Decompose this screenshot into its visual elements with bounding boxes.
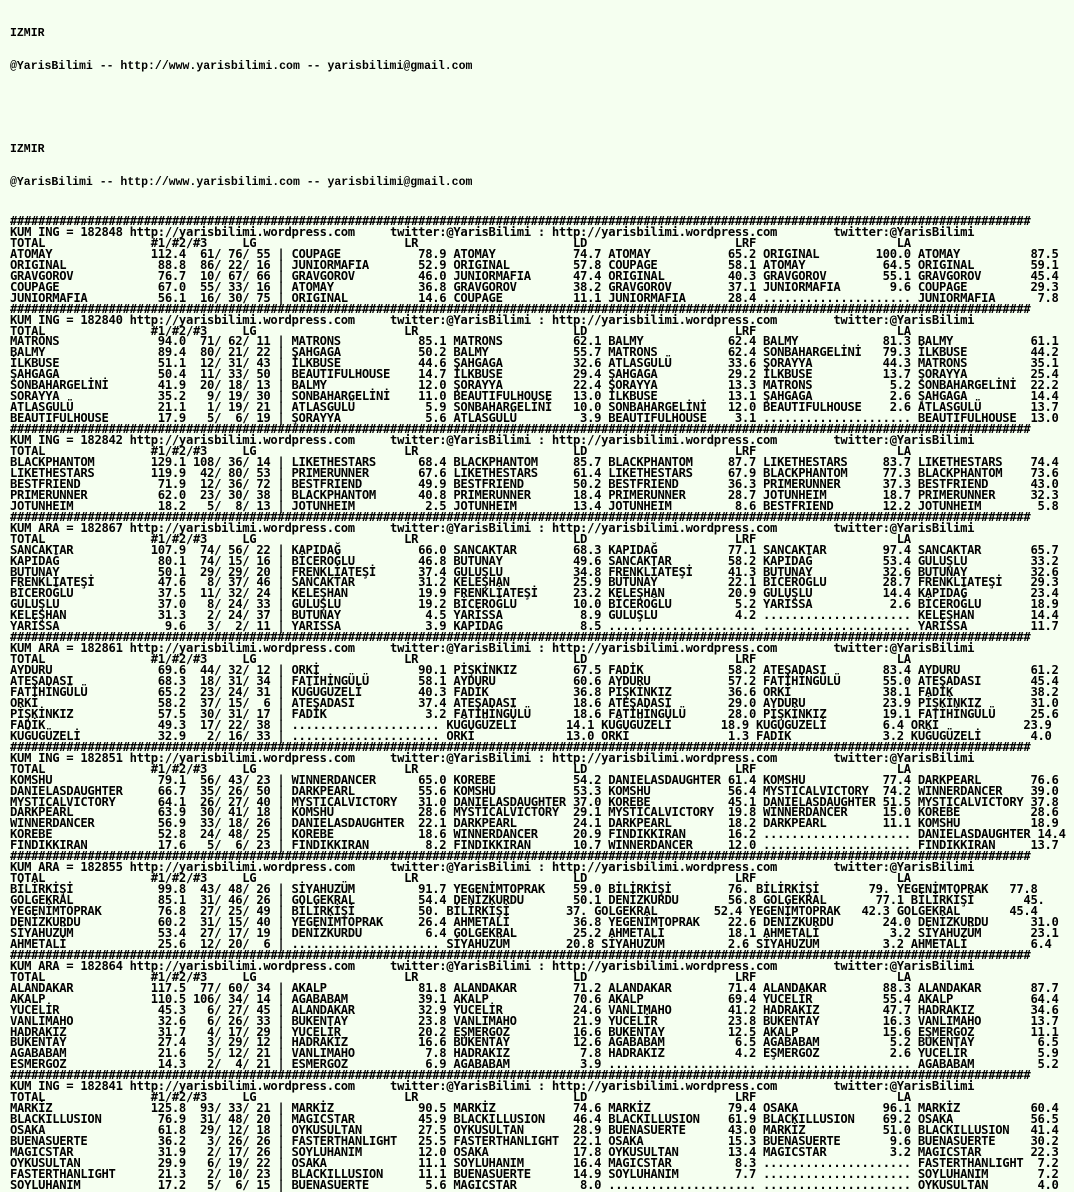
- race-statistics-report: ################################################################################################################################################# KUM ING = 182848 http://yarisbilimi.wordpress.com twitter:@YarisBilimi : http://yarisbilimi.wordpress.com twitter:@YarisBilimi TOTAL #1/#2/#3 LG LR LD LRF LA ATOMAY 112.4 61/ 76/ 55 | COUPAGE 78.9 ATOMAY 74.7 ATOMAY 65.2 ORIGINAL 100.0 ATOMAY 87.5 ORIGINAL 88.8 86/ 22/ 16 | JUNIORMAFIA 52.9 ORIGINAL 57.8 COUPAGE 58.1 ATOMAY 64.5 ORIGINAL 59.1 GRAVGOROV 76.7 10/ 67/ 66 | GRAVGOROV 46.0 JUNIORMAFIA 47.4 ORIGINAL 40.3 GRAVGOROV 55.1 GRAVGOROV 45.4 COUPAGE 67.0 55/ 33/ 16 | ATOMAY 36.8 GRAVGOROV 38.2 GRAVGOROV 37.1 JUNIORMAFIA 9.6 COUPAGE 29.3 JUNIORMAFIA 56.1 16/ 30/ 75 | ORIGINAL 14.6 COUPAGE 11.1 JUNIORMAFIA 28.4 ..................... JUNIORMAFIA 7.8 ################################################################################################################################################# KUM ING = 182840 http://yarisbilimi.wordpress.com twitter:@YarisBilimi : http://yarisbilimi.wordpress.com twitter:@YarisBilimi TOTAL #1/#2/#3 LG LR LD LRF LA MATRONS 94.0 71/ 62/ 11 | MATRONS 85.1 MATRONS 62.1 BALMY 62.4 BALMY 81.3 BALMY 61.1 BALMY 89.4 80/ 21/ 22 | ŞAHGAGA 50.2 BALMY 55.7 MATRONS 62.4 SONBAHARGELİNİ 79.3 İLKBUSE 44.2 İLKBUSE 51.1 12/ 31/ 43 | İLKBUSE 44.6 ŞAHGAGA 32.6 ATLASGULÜ 33.6 ŞORAYYA 44.3 MATRONS 35.1 ŞAHGAGA 50.4 11/ 33/ 50 | BEAUTIFULHOUSE 14.7 İLKBUSE 29.4 ŞAHGAGA 29.2 İLKBUSE 13.7 ŞORAYYA 25.4 SONBAHARGELİNİ 41.9 20/ 18/ 13 | BALMY 12.0 ŞORAYYA 22.4 ŞORAYYA 13.3 MATRONS 5.2 SONBAHARGELİNİ 22.2 SORAYYA 35.2 9/ 19/ 30 | SONBAHARGELİNİ 11.0 BEAUTIFULHOUSE 13.0 İLKBUSE 13.1 ŞAHGAGA 2.6 ŞAHGAGA 14.4 ATLASGULÜ 21.1 1/ 19/ 21 | ATLASGULÜ 5.9 SONBAHARGELİNİ 10.0 SONBAHARGELİNİ 12.0 BEAUTIFULHOUSE 2.6 ATLASGULÜ 13.7 BEAUTIFULHOUSE 17.9 5/ 6/ 19 | ŞORAYYA 5.6 ATLASGULÜ 3.9 BEAUTIFULHOUSE 3.1 ..................... BEAUTIFULHOUSE 13.0 ################################################################################################################################################# KUM ING = 182842 http://yarisbilimi.wordpress.com twitter:@YarisBilimi : http://yarisbilimi.wordpress.com twitter:@YarisBilimi TOTAL #1/#2/#3 LG LR LD LRF LA BLACKPHANTOM 129.1 108/ 36/ 14 | LIKETHESTARS 68.4 BLACKPHANTOM 85.7 BLACKPHANTOM 87.7 LIKETHESTARS 83.7 LIKETHESTARS 74.4 LIKETHESTARS 119.9 42/ 80/ 53 | PRIMERUNNER 67.6 LIKETHESTARS 61.4 LIKETHESTARS 67.9 BLACKPHANTOM 77.3 BLACKPHANTOM 73.6 BESTFRIEND 71.9 12/ 36/ 72 | BESTFRIEND 49.9 BESTFRIEND 50.2 BESTFRIEND 36.3 PRIMERUNNER 37.3 BESTFRIEND 43.0 PRIMERUNNER 62.0 23/ 30/ 38 | BLACKPHANTOM 40.8 PRIMERUNNER 18.4 PRIMERUNNER 28.7 JOTUNHEIM 18.7 PRIMERUNNER 32.3 JOTUNHEIM 18.2 5/ 8/ 13 | JOTUNHEIM 2.5 JOTUNHEIM 13.4 JOTUNHEIM 8.6 BESTFRIEND 12.2 JOTUNHEIM 5.8 ################################################################################################################################################# KUM ARA = 182867 http://yarisbilimi.wordpress.com twitter:@YarisBilimi : http://yarisbilimi.wordpress.com twitter:@YarisBilimi TOTAL #1/#2/#3 LG LR LD LRF LA SANCAKTAR 107.9 74/ 56/ 22 | KAPIDAĞ 66.0 SANCAKTAR 68.3 KAPIDAĞ 77.1 SANCAKTAR 97.4 SANCAKTAR 65.7 KAPIDAĞ 80.1 74/ 15/ 16 | BİCEROĞLU 46.8 BUTUNAY 49.6 SANCAKTAR 58.2 KAPIDAĞ 53.4 GULUŞLU 33.2 BUTUNAY 50.1 29/ 29/ 20 | FRENKLİATEŞİ 37.4 GULUŞLU 34.8 FRENKLİATEŞİ 41.3 BUTUNAY 32.6 BUTUNAY 32.6 FRENKLİATEŞİ 47.6 8/ 37/ 46 | SANCAKTAR 31.2 KELEŞHAN 25.9 BUTUNAY 22.1 BİCEROĞLU 28.7 FRENKLİATEŞİ 29.3 BİCEROĞLU 37.5 11/ 32/ 24 | KELEŞHAN 19.9 FRENKLİATEŞİ 23.2 KELEŞHAN 20.9 GULUŞLU 14.4 KAPIDAĞ 23.4 GULUŞLU 37.0 8/ 24/ 33 | GULUŞLU 19.2 BİCEROĞLU 10.0 BİCEROĞLU 5.2 YARİSSA 2.6 BİCEROĞLU 18.9 KELEŞHAN 31.3 2/ 24/ 37 | BUTUNAY 4.5 YARİSSA 8.9 GULUŞLU 4.2 ..................... KELEŞHAN 14.4 YARİSSA 9.6 3/ 2/ 11 | YARISSA 3.9 KAPIDAG 8.5 ..................... ..................... YARİSSA 11.7 ################################################################################################################################################# KUM ARA = 182861 http://yarisbilimi.wordpress.com twitter:@YarisBilimi : http://yarisbilimi.wordpress.com twitter:@YarisBilimi TOTAL #1/#2/#3 LG LR LD LRF LA AYDURU 69.6 44/ 32/ 12 | ORKİ 90.1 PİŞKİNKIZ 67.5 FADİK 58.2 ATEŞADASI 83.4 AYDURU 61.2 ATEŞADASI 68.3 18/ 31/ 34 | FATİHİNGÜLÜ 58.1 AYDURU 60.6 AYDURU 57.2 FATİHİNGÜLÜ 55.0 ATEŞADASI 45.4 FATİHİNGÜLÜ 65.2 23/ 24/ 31 | KUĞUGÜZELİ 40.3 FADİK 36.8 PİŞKİNKIZ 36.6 ORKİ 38.1 FADİK 38.2 ORKİ 58.2 37/ 15/ 6 | ATEŞADASI 37.4 ATEŞADASI 18.6 ATEŞADASI 29.0 AYDURU 23.9 PİŞKİNKIZ 31.0 PİŞKİNKIZ 57.5 30/ 31/ 17 | FADİK 3.2 FATİHİNGÜLÜ 18.6 FATİHİNGÜLÜ 28.0 PİŞKİNKIZ 19.1 FATİHİNGÜLÜ 25.6 FADİK 49.3 17/ 22/ 38 | ..................... KUĞUGÜZELİ 14.1 KUĞUGÜZELİ 18.9 KUĞUGÜZELİ 6.4 ORKİ 23.9 KUĞUGÜZELİ 32.9 2/ 16/ 33 | ..................... ORKİ 13.0 ORKİ 1.3 FADİK 3.2 KUĞUGÜZELİ 4.0 ################################################################################################################################################# KUM ING = 182851 http://yarisbilimi.wordpress.com twitter:@YarisBilimi : http://yarisbilimi.wordpress.com twitter:@YarisBilimi TOTAL #1/#2/#3 LG LR LD LRF LA KOMSHU 79.1 56/ 43/ 23 | WINNERDANCER 65.0 KOREBE 54.2 DANIELASDAUGHTER 61.4 KOMSHU 77.4 DARKPEARL 76.6 DANIELASDAUGHTER 66.7 35/ 26/ 50 | DARKPEARL 55.6 KOMSHU 53.3 KOMSHU 56.4 MYSTICALVICTORY 74.2 WINNERDANCER 39.0 MYSTICALVICTORY 64.1 26/ 27/ 40 | MYSTICALVICTORY 31.0 DANIELASDAUGHTER 37.0 KOREBE 45.1 DANIELASDAUGHTER 51.5 MYSTICALVICTORY 37.8 DARKPEARL 63.9 30/ 41/ 18 | KOMSHU 28.6 MYSTICALVICTORY 29.1 MYSTICALVICTORY 19.8 WINNERDANCER 15.0 KOREBE 28.6 WINNERDANCER 56.9 33/ 18/ 26 | DANIELASDAUGHTER 22.1 DARKPEARL 24.1 DARKPEARL 18.2 DARKPEARL 11.1 KOMSHU 18.9 KOREBE 52.8 24/ 48/ 25 | KOREBE 18.6 WINNERDANCER 20.9 FINDIKKIRAN 16.2 ..................... DANIELASDAUGHTER 14.4 FINDIKKIRAN 17.6 5/ 6/ 23 | FINDIKKIRAN 8.2 FINDIKKIRAN 10.7 WINNERDANCER 12.0 ..................... FINDIKKIRAN 13.7 ################################################################################################################################################# KUM ARA = 182855 http://yarisbilimi.wordpress.com twitter:@YarisBilimi : http://yarisbilimi.wordpress.com twitter:@YarisBilimi TOTAL #1/#2/#3 LG LR LD LRF LA BİLİRKİŞİ 99.8 43/ 48/ 26 | SİYAHUZÜM 91.7 YEGENİMTOPRAK 59.0 BİLİRKİŞİ 76. BİLİRKİŞİ 79. YEGENİMTOPRAK 77.8 GOLGEKRAL 85.1 31/ 46/ 26 | GOLGEKRAL 54.4 DENİZKURDU 50.1 DENİZKURDU 56.8 GOLGEKRAL 77.1 BİLİRKİŞİ 45. YEGENİMTOPRAK 76.8 27/ 25/ 49 | BİLİRKİŞİ 50. BİLİRKİŞİ 37. GOLGEKRAL 52.4 YEGENİMTOPRAK 42.3 GOLGEKRAL 45.4 DENİZKURDU 60.2 31/ 15/ 40 | YEGENİMTOPRAK 26.4 AHMETALİ 36.8 YEGENİMTOPRAK 22.6 DENİZKURDU 24.0 DENİZKURDU 31.0 SİYAHUZÜM 53.4 27/ 17/ 19 | DENİZKURDU 6.4 GOLGEKRAL 25.2 AHMETALİ 18.1 AHMETALİ 3.2 SİYAHUZÜM 23.1 AHMETALİ 25.6 12/ 20/ 6 | ..................... SİYAHUZÜM 20.8 SİYAHUZÜM 2.6 SİYAHUZÜM 3.2 AHMETALİ 6.4 ################################################################################################################################################# KUM ARA = 182864 http://yarisbilimi.wordpress.com twitter:@YarisBilimi : http://yarisbilimi.wordpress.com twitter:@YarisBilimi TOTAL #1/#2/#3 LG LR LD LRF LA ALANDAKAR 117.5 77/ 60/ 34 | AKALP 81.8 ALANDAKAR 71.2 ALANDAKAR 71.4 ALANDAKAR 88.3 ALANDAKAR 87.7 AKALP 110.5 106/ 34/ 14 | AGABABAM 39.1 AKALP 70.6 AKALP 69.4 YUCELİR 55.4 AKALP 64.4 YUCELİR 45.3 6/ 27/ 45 | ALANDAKAR 32.9 YUCELİR 24.6 VANLIMAHO 41.2 HADRAKIZ 47.7 HADRAKIZ 34.6 VANLIMAHO 32.6 6/ 26/ 33 | BUKENTAY 23.8 VANLIMAHO 21.9 YUCELİR 23.8 BUKENTAY 16.3 VANLIMAHO 13.7 HADRAKIZ 31.7 4/ 17/ 29 | YUCELİR 20.2 EŞMERGOZ 16.6 BUKENTAY 12.5 AKALP 15.6 EŞMERGOZ 11.1 BUKENTAY 27.4 3/ 29/ 12 | HADRAKIZ 16.6 BUKENTAY 12.6 AGABABAM 6.5 AGABABAM 5.2 BUKENTAY 6.5 AGABABAM 21.6 5/ 12/ 21 | VANLIMAHO 7.8 HADRAKIZ 7.8 HADRAKIZ 4.2 EŞMERGOZ 2.6 YUCELİR 5.9 ESMERGOZ 14.3 2/ 4/ 21 | ESMERGOZ 6.9 AGABABAM 3.9 ..................... ..................... AGABABAM 5.2 ################################################################################################################################################# KUM ING = 182841 http://yarisbilimi.wordpress.com twitter:@YarisBilimi : http://yarisbilimi.wordpress.com twitter:@YarisBilimi TOTAL #1/#2/#3 LG LR LD LRF LA MARKİZ 125.8 93/ 33/ 21 | MARKİZ 90.5 MARKİZ 74.6 MARKİZ 79.4 OSAKA 96.1 MARKİZ 60.4 BLACKILLUSION 76.9 31/ 48/ 20 | MAGICSTAR 45.9 BLACKILLUSION 46.4 BLACKILLUSION 61.9 BLACKILLUSION 69.2 OSAKA 56.5 OSAKA 61.8 29/ 12/ 18 | OYKUSULTAN 27.5 OYKUSULTAN 28.9 BUENASUERTE 43.0 MARKİZ 51.0 BLACKILLUSION 41.4 BUENASUERTE 36.2 3/ 26/ 26 | FASTERTHANLIGHT 25.5 FASTERTHANLIGHT 22.1 OSAKA 15.3 BUENASUERTE 9.6 BUENASUERTE 30.2 MAGICSTAR 31.9 2/ 17/ 26 | SOYLUHANIM 12.0 OSAKA 17.8 OYKUSULTAN 13.4 MAGICSTAR 3.2 MAGICSTAR 22.3 OYKUSULTAN 29.9 6/ 19/ 22 | OSAKA 11.1 SOYLUHANIM 16.4 MAGICSTAR 8.3 ..................... FASTERTHANLIGHT 7.2 FASTERTHANLIGHT 21.3 2/ 10/ 23 | BLACKILLUSION 11.1 BUENASUERTE 14.9 SOYLUHANIM 7.7 ..................... SOYLUHANIM 7.2 SOYLUHANIM 17.2 5/ 6/ 15 | BUENASUERTE 5.6 MAGICSTAR 8.0 ..................... ..................... OYKUSULTAN 4.0: [10, 214, 1066, 1192]
- spacer: [10, 94, 1074, 122]
- contact-line: @YarisBilimi -- http://www.yarisbilimi.com -- yarisbilimi@gmail.com: [10, 60, 473, 73]
- city-title: IZMIR: [10, 27, 45, 40]
- header-block-2: [10, 122, 1074, 210]
- header-block-1: [10, 6, 1074, 94]
- city-title-repeat: IZMIR: [10, 143, 45, 156]
- contact-line-repeat: @YarisBilimi -- http://www.yarisbilimi.com -- yarisbilimi@gmail.com: [10, 176, 473, 189]
